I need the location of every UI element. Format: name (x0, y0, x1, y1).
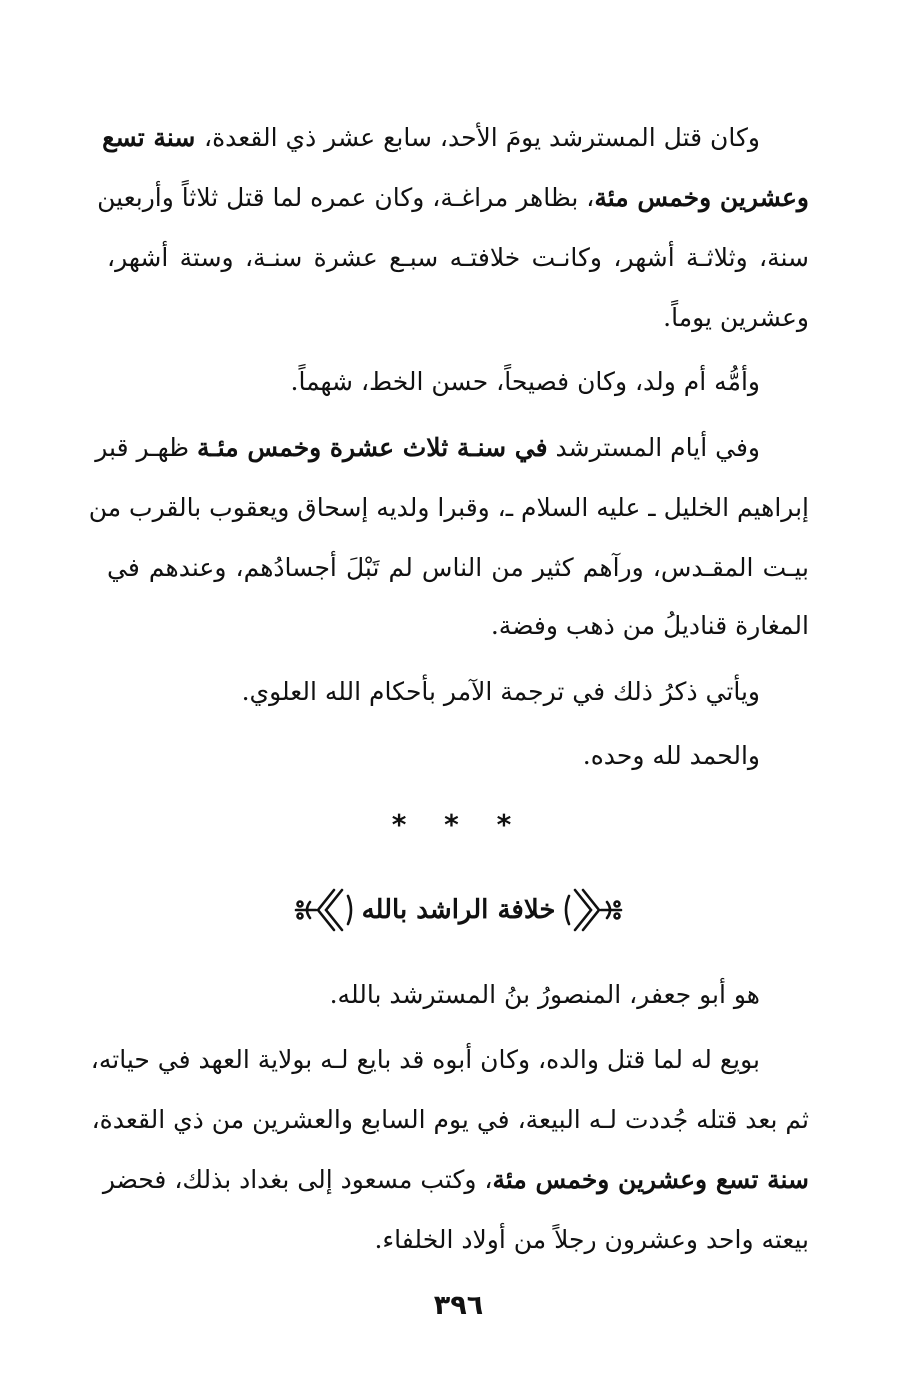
text-run: المغارة قناديلُ من ذهب وفضة. (490, 611, 809, 640)
section-heading (0, 880, 917, 940)
bold-date: وعشرين وخمس مئة (594, 183, 809, 212)
bold-date: سنة تسع (102, 123, 205, 152)
paragraph-line (107, 606, 809, 646)
ornament-right-icon (561, 882, 625, 938)
paragraph-line (107, 238, 809, 278)
bold-date: في سنـة ثلاث عشرة وخمس مئـة (197, 433, 548, 462)
paragraph-line (107, 362, 760, 402)
bold-date: سنة تسع وعشرين وخمس مئة (492, 1165, 809, 1194)
page-number: ٣٩٦ (433, 1290, 484, 1321)
paragraph-line (107, 298, 809, 338)
text-run: ويأتي ذكرُ ذلك في ترجمة الآمر بأحكام الله العلوي. (241, 677, 760, 706)
text-run: بيـت المقـدس، ورآهم كثير من الناس لم تَبْلَ أجسادُهم، وعندهم في (107, 553, 809, 582)
text-run: إبراهيم الخليل ـ عليه السلام ـ، وقبرا ولديه إسحاق ويعقوب بالقرب من (88, 493, 809, 522)
text-run: هو أبو جعفر، المنصورُ بنُ المسترشد بالله. (329, 980, 760, 1009)
text-run: ، بظاهر مراغـة، وكان عمره لما قتل ثلاثاً وأربعين (97, 183, 595, 212)
heading-title: خلافة الراشد بالله (361, 895, 556, 925)
paragraph-line (90, 1040, 760, 1080)
paragraph-line (91, 1100, 809, 1140)
ornament-left-icon (292, 882, 356, 938)
paragraph-line (102, 118, 760, 158)
text-run: ظهـر قبر (95, 433, 197, 462)
text-run: وفي أيام المسترشد (547, 433, 760, 462)
paragraph-line (107, 975, 760, 1015)
text-run: وكان قتل المسترشد يومَ الأحد، سابع عشر ذي القعدة، (204, 123, 760, 152)
paragraph-line (107, 548, 809, 588)
paragraph-line (102, 1160, 809, 1200)
paragraph-line (107, 1220, 809, 1260)
paragraph-line (107, 672, 760, 712)
text-run: وعشرين يوماً. (663, 303, 809, 332)
text-run: بيعته واحد وعشرون رجلاً من أولاد الخلفاء. (374, 1225, 809, 1254)
paragraph-line (97, 178, 809, 218)
text-run: ثم بعد قتله جُددت لـه البيعة، في يوم السابع والعشرين من ذي القعدة، (91, 1105, 809, 1134)
paragraph-line (88, 488, 809, 528)
text-run: وأمُّه أم ولد، وكان فصيحاً، حسن الخط، شهماً. (290, 367, 760, 396)
text-run: بويع له لما قتل والده، وكان أبوه قد بايع لـه بولاية العهد في حياته، (90, 1045, 760, 1074)
paragraph-line (95, 428, 760, 468)
text-run: ، وكتب مسعود إلى بغداد بذلك، فحضر (102, 1165, 493, 1194)
text-run: سنة، وثلاثـة أشهر، وكانـت خلافتـه سبـع عشرة سنـة، وستة أشهر، (107, 243, 809, 272)
section-separator: * * * (391, 808, 526, 841)
paragraph-line (107, 736, 760, 776)
text-run: والحمد لله وحده. (582, 741, 760, 770)
